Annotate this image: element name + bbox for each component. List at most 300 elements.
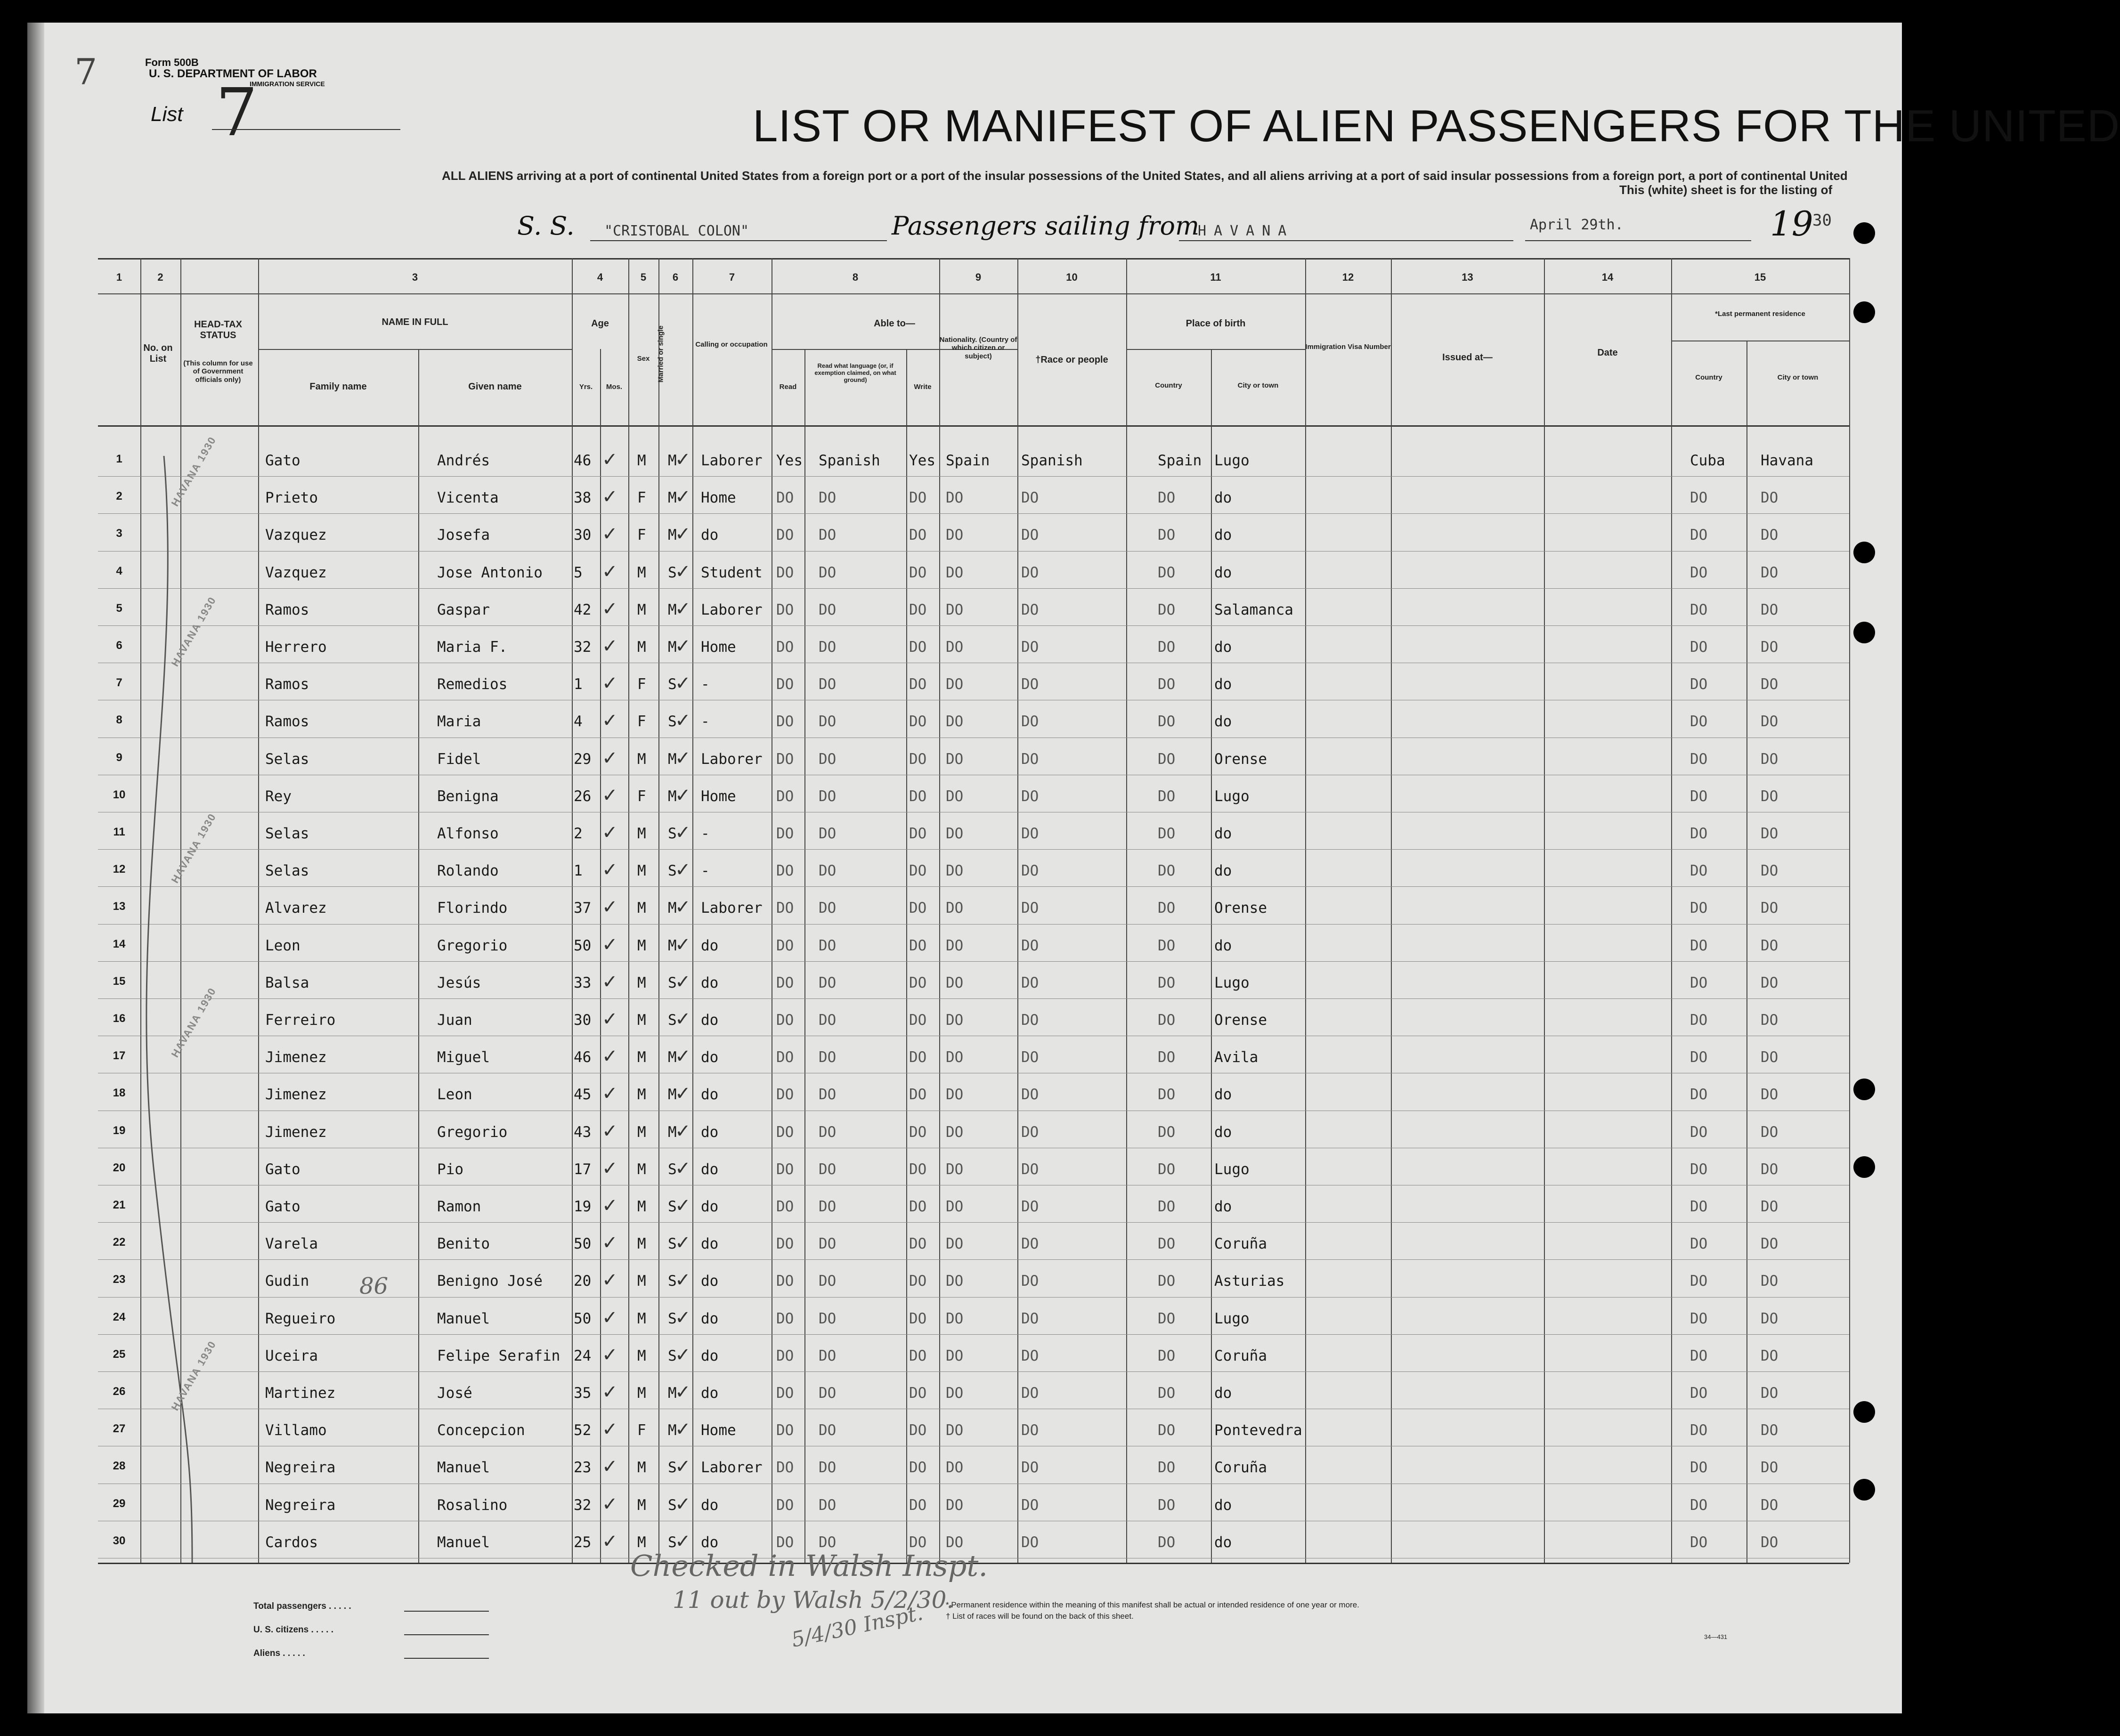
cell-rt: DO [1761, 825, 1779, 842]
column-rule [1746, 341, 1747, 1563]
cell-lang: DO [819, 1273, 837, 1290]
cell-given: Vicenta [437, 489, 499, 507]
cell-sex: M [637, 1198, 646, 1215]
cell-rc: DO [1690, 1198, 1708, 1215]
column-rule [1391, 258, 1392, 1563]
check-mark: ✓ [675, 710, 691, 732]
cell-read: DO [776, 1533, 794, 1551]
cell-race: Spanish [1021, 452, 1083, 469]
cell-n: 9 [116, 751, 122, 764]
check-mark: ✓ [675, 1157, 691, 1179]
cell-given: Juan [437, 1012, 472, 1029]
cell-n: 1 [116, 453, 122, 465]
hdr-read: Read [779, 383, 797, 391]
cell-given: Alfonso [437, 825, 499, 842]
cell-ms: M [668, 1123, 677, 1141]
check-mark: ✓ [602, 486, 618, 508]
column-rule [180, 258, 181, 1563]
cell-ms: S [668, 1533, 677, 1551]
manifest-page [27, 23, 2120, 1713]
cell-bc: DO [1158, 1012, 1176, 1029]
cell-rc: DO [1690, 1086, 1708, 1103]
cell-bc: Spain [1158, 452, 1202, 469]
cell-rc: DO [1690, 1273, 1708, 1290]
cell-nat: DO [946, 1385, 964, 1402]
cell-given: Fidel [437, 750, 481, 768]
cell-given: Gregorio [437, 1123, 508, 1141]
cell-bc: DO [1158, 1086, 1176, 1103]
cell-read: DO [776, 1459, 794, 1476]
cell-age: 25 [574, 1533, 592, 1551]
cell-nat: DO [946, 974, 964, 991]
column-number: 3 [412, 271, 418, 283]
cell-occ: - [701, 676, 710, 693]
cell-rt: DO [1761, 1310, 1779, 1327]
cell-n: 19 [113, 1124, 126, 1137]
list-label: List [151, 103, 183, 126]
binder-hole [1853, 622, 1875, 643]
check-mark: ✓ [602, 971, 618, 993]
cell-read: DO [776, 862, 794, 880]
cell-ms: M [668, 639, 677, 656]
cell-n: 5 [116, 601, 122, 615]
cell-read: DO [776, 1347, 794, 1364]
cell-race: DO [1021, 1459, 1039, 1476]
column-rule [1544, 258, 1545, 1563]
cell-bt: do [1214, 564, 1232, 581]
cell-nat: DO [946, 713, 964, 730]
column-number: 2 [157, 271, 163, 283]
cell-n: 7 [116, 676, 122, 690]
cell-fam: Cardos [265, 1533, 318, 1551]
cell-nat: DO [946, 825, 964, 842]
column-rule [258, 258, 259, 1563]
cell-given: Benito [437, 1235, 490, 1253]
cell-ms: S [668, 825, 677, 842]
sailing-date: April 29th. [1530, 217, 1624, 233]
column-number: 9 [975, 271, 982, 283]
cell-race: DO [1021, 1310, 1039, 1327]
cell-bc: DO [1158, 1235, 1176, 1253]
cell-bc: DO [1158, 489, 1176, 507]
cell-write: DO [909, 937, 927, 954]
cell-sex: M [637, 1273, 646, 1290]
cell-rt: DO [1761, 787, 1779, 805]
cell-occ: Laborer [701, 1459, 763, 1476]
column-rule [1671, 258, 1672, 1563]
cell-write: DO [909, 489, 927, 507]
cell-bc: DO [1158, 713, 1176, 730]
cell-nat: DO [946, 1049, 964, 1066]
cell-write: DO [909, 1273, 927, 1290]
cell-occ: do [701, 1012, 719, 1029]
cell-write: DO [909, 787, 927, 805]
cell-n: 14 [113, 937, 126, 950]
cell-bt: Coruña [1214, 1459, 1267, 1476]
cell-bc: DO [1158, 974, 1176, 991]
cell-write: DO [909, 1012, 927, 1029]
cell-read: DO [776, 527, 794, 544]
head-tax-stamp: HAVANA 1930 [169, 434, 219, 509]
cell-rc: DO [1690, 900, 1708, 917]
check-mark: ✓ [675, 1195, 691, 1217]
cell-bc: DO [1158, 1160, 1176, 1178]
binder-hole [1853, 542, 1875, 563]
hdr-married: Married or single [657, 325, 665, 383]
cell-read: DO [776, 974, 794, 991]
cell-n: 24 [113, 1310, 126, 1323]
column-rule [804, 349, 805, 1563]
cell-ms: M [668, 601, 677, 618]
form-code: 34—431 [1704, 1633, 1728, 1640]
cell-occ: Home [701, 787, 736, 805]
cell-n: 29 [113, 1497, 126, 1510]
cell-n: 10 [113, 788, 126, 801]
cell-ms: M [668, 787, 677, 805]
ship-name: "CRISTOBAL COLON" [604, 223, 749, 239]
cell-bt: Avila [1214, 1049, 1259, 1066]
cell-nat: DO [946, 489, 964, 507]
form-number: Form 500B [145, 57, 199, 68]
column-rule [939, 258, 940, 1563]
cell-rc: DO [1690, 601, 1708, 618]
cell-rt: DO [1761, 1086, 1779, 1103]
cell-age: 30 [574, 1012, 592, 1029]
cell-occ: do [701, 1235, 719, 1253]
aliens-line [404, 1658, 489, 1659]
cell-age: 46 [574, 1049, 592, 1066]
cell-fam: Selas [265, 750, 309, 768]
cell-fam: Jimenez [265, 1086, 327, 1103]
cell-sex: M [637, 825, 646, 842]
check-mark: ✓ [675, 747, 691, 769]
cell-rt: DO [1761, 937, 1779, 954]
check-mark: ✓ [675, 1046, 691, 1068]
cell-race: DO [1021, 601, 1039, 618]
cell-race: DO [1021, 1049, 1039, 1066]
cell-lang: DO [819, 974, 837, 991]
cell-ms: M [668, 750, 677, 768]
cell-n: 21 [113, 1199, 126, 1211]
cell-sex: M [637, 1086, 646, 1103]
cell-rt: Havana [1761, 452, 1813, 469]
cell-fam: Alvarez [265, 900, 327, 917]
cell-fam: Negreira [265, 1459, 336, 1476]
cell-sex: F [637, 713, 646, 730]
check-mark: ✓ [602, 822, 618, 844]
column-number: 12 [1342, 271, 1354, 283]
cell-lang: DO [819, 1160, 837, 1178]
cell-rc: DO [1690, 1310, 1708, 1327]
hdr-age-mos: Mos. [606, 383, 623, 391]
cell-rt: DO [1761, 1123, 1779, 1141]
cell-rt: DO [1761, 601, 1779, 618]
hdr-place-of-birth: Place of birth [1186, 318, 1246, 329]
cell-fam: Selas [265, 862, 309, 880]
cell-n: 13 [113, 900, 126, 913]
cell-bt: Coruña [1214, 1235, 1267, 1253]
cell-read: DO [776, 713, 794, 730]
cell-fam: Prieto [265, 489, 318, 507]
check-mark: ✓ [602, 523, 618, 545]
cell-ms: M [668, 452, 677, 469]
cell-lang: DO [819, 1347, 837, 1364]
colnum-rule [98, 293, 1849, 294]
cell-given: Miguel [437, 1049, 490, 1066]
check-mark: ✓ [602, 1046, 618, 1068]
hdr-age-yrs: Yrs. [579, 383, 593, 391]
hdr-family-name: Family name [309, 381, 367, 392]
cell-n: 11 [113, 826, 125, 838]
row-rule [98, 625, 1849, 626]
cell-rc: DO [1690, 1385, 1708, 1402]
cell-sex: F [637, 676, 646, 693]
cell-write: DO [909, 900, 927, 917]
cell-write: DO [909, 639, 927, 656]
check-mark: ✓ [602, 1344, 618, 1366]
cell-rt: DO [1761, 1347, 1779, 1364]
cell-nat: DO [946, 1347, 964, 1364]
cell-write: DO [909, 1310, 927, 1327]
binder-hole [1853, 1401, 1875, 1423]
cell-given: Ramon [437, 1198, 481, 1215]
column-rule [140, 258, 141, 1563]
hdr-name-in-full: NAME IN FULL [382, 317, 448, 327]
cell-given: Felipe Serafin [437, 1347, 560, 1364]
cell-fam: Gato [265, 452, 301, 469]
cell-fam: Ramos [265, 676, 309, 693]
cell-race: DO [1021, 1496, 1039, 1514]
cell-bt: Lugo [1214, 1160, 1250, 1178]
cell-ms: S [668, 1012, 677, 1029]
cell-read: DO [776, 639, 794, 656]
cell-rt: DO [1761, 713, 1779, 730]
cell-occ: do [701, 974, 719, 991]
cell-bc: DO [1158, 1347, 1176, 1364]
cell-nat: DO [946, 1086, 964, 1103]
hdr-nationality: Nationality. (Country of which citizen or subject) [939, 336, 1017, 360]
cell-read: DO [776, 676, 794, 693]
cell-read: DO [776, 1086, 794, 1103]
cell-rc: DO [1690, 750, 1708, 768]
cell-bc: DO [1158, 1385, 1176, 1402]
column-number: 13 [1462, 271, 1473, 283]
column-number: 10 [1066, 271, 1078, 283]
cell-ms: M [668, 1385, 677, 1402]
hdr-res-country: Country [1695, 373, 1722, 381]
check-mark: ✓ [675, 1269, 691, 1291]
cell-given: José [437, 1385, 472, 1402]
cell-sex: M [637, 1347, 646, 1364]
subtitle-sheet: This (white) sheet is for the listing of [1619, 183, 1833, 197]
cell-occ: do [701, 1123, 719, 1141]
check-mark: ✓ [675, 1008, 691, 1030]
ship-underline [590, 240, 887, 241]
check-mark: ✓ [675, 1493, 691, 1515]
cell-given: Rolando [437, 862, 499, 880]
cell-ms: S [668, 1273, 677, 1290]
cell-lang: DO [819, 1459, 837, 1476]
cell-fam: Uceira [265, 1347, 318, 1364]
cell-bt: do [1214, 1198, 1232, 1215]
cell-occ: - [701, 825, 710, 842]
check-mark: ✓ [602, 635, 618, 657]
row-rule [98, 1371, 1849, 1372]
column-rule [1126, 258, 1127, 1563]
column-rule [658, 258, 659, 1563]
date-annotation: 5/4/30 Inspt. [789, 1601, 925, 1652]
cell-bc: DO [1158, 937, 1176, 954]
cell-given: Pio [437, 1160, 463, 1178]
footer-citizens: U. S. citizens . . . . . [253, 1625, 333, 1635]
check-mark: ✓ [602, 598, 618, 620]
cell-ms: M [668, 900, 677, 917]
column-number: 14 [1601, 271, 1614, 283]
date-underline [1525, 240, 1751, 241]
cell-race: DO [1021, 1086, 1039, 1103]
cell-occ: do [701, 1198, 719, 1215]
cell-read: DO [776, 1273, 794, 1290]
row-rule [98, 924, 1849, 925]
cell-ms: M [668, 937, 677, 954]
binder-hole [1853, 1079, 1875, 1100]
cell-race: DO [1021, 1422, 1039, 1439]
cell-nat: DO [946, 1160, 964, 1178]
cell-ms: S [668, 713, 677, 730]
cell-bc: DO [1158, 1459, 1176, 1476]
cell-fam: Vazquez [265, 527, 327, 544]
row-rule [98, 513, 1849, 514]
cell-occ: Laborer [701, 601, 763, 618]
cell-nat: DO [946, 900, 964, 917]
cell-age: 1 [574, 676, 583, 693]
check-mark: ✓ [602, 896, 618, 918]
cell-bt: do [1214, 825, 1232, 842]
cell-bc: DO [1158, 639, 1176, 656]
check-mark: ✓ [675, 896, 691, 918]
cell-rt: DO [1761, 1235, 1779, 1253]
cell-bt: Lugo [1214, 452, 1250, 469]
cell-fam: Gato [265, 1198, 301, 1215]
cell-rt: DO [1761, 564, 1779, 581]
cell-race: DO [1021, 1012, 1039, 1029]
column-number: 8 [852, 271, 859, 283]
cell-ms: M [668, 489, 677, 507]
cell-race: DO [1021, 974, 1039, 991]
cell-age: 20 [574, 1273, 592, 1290]
cell-n: 20 [113, 1161, 126, 1174]
binding-spine [27, 23, 44, 1713]
cell-rc: DO [1690, 937, 1708, 954]
cell-occ: do [701, 1273, 719, 1290]
check-mark: ✓ [602, 1157, 618, 1179]
cell-write: DO [909, 1496, 927, 1514]
cell-ms: S [668, 1198, 677, 1215]
year-suffix: 30 [1812, 211, 1832, 230]
check-mark: ✓ [675, 1381, 691, 1403]
cell-write: DO [909, 564, 927, 581]
check-mark: ✓ [602, 1419, 618, 1441]
cell-bc: DO [1158, 1310, 1176, 1327]
check-mark: ✓ [675, 822, 691, 844]
cell-sex: M [637, 601, 646, 618]
cell-occ: Home [701, 1422, 736, 1439]
hdr-issued-at: Issued at— [1442, 352, 1493, 363]
cell-n: 23 [113, 1273, 126, 1286]
cell-ms: S [668, 676, 677, 693]
footnote-residence: * Permanent residence within the meaning of this manifest shall be actual or intended residence of one year or more. [946, 1600, 1359, 1609]
cell-fam: Rey [265, 787, 292, 805]
cell-write: DO [909, 1123, 927, 1141]
cell-rt: DO [1761, 489, 1779, 507]
cell-lang: DO [819, 1086, 837, 1103]
cell-bt: do [1214, 1123, 1232, 1141]
cell-ms: M [668, 1086, 677, 1103]
cell-sex: F [637, 527, 646, 544]
birth-subrule [1126, 349, 1305, 350]
cell-bt: do [1214, 713, 1232, 730]
cell-bc: DO [1158, 1273, 1176, 1290]
row-rule [98, 476, 1849, 477]
check-mark: ✓ [675, 933, 691, 956]
cell-rc: DO [1690, 1160, 1708, 1178]
cell-nat: DO [946, 862, 964, 880]
cell-ms: S [668, 1160, 677, 1178]
footnote-races: † List of races will be found on the back of this sheet. [946, 1612, 1134, 1621]
list-underline [212, 129, 400, 130]
cell-bc: DO [1158, 1496, 1176, 1514]
cell-rt: DO [1761, 974, 1779, 991]
cell-given: Maria F. [437, 639, 508, 656]
cell-rc: DO [1690, 527, 1708, 544]
checked-annotation: Checked in Walsh Inspt. [630, 1549, 988, 1583]
cell-age: 45 [574, 1086, 592, 1103]
check-mark: ✓ [675, 1306, 691, 1329]
cell-fam: Selas [265, 825, 309, 842]
cell-ms: S [668, 974, 677, 991]
cell-occ: Laborer [701, 750, 763, 768]
cell-lang: DO [819, 750, 837, 768]
name-subrule [258, 349, 572, 350]
cell-ms: S [668, 1459, 677, 1476]
cell-race: DO [1021, 750, 1039, 768]
hdr-visa-number: Immigration Visa Number [1305, 343, 1391, 351]
check-mark: ✓ [602, 933, 618, 956]
cell-nat: DO [946, 564, 964, 581]
cell-occ: do [701, 1496, 719, 1514]
total-line [404, 1611, 489, 1612]
cell-given: Concepcion [437, 1422, 525, 1439]
cell-bt: Orense [1214, 750, 1267, 768]
cell-write: DO [909, 1459, 927, 1476]
cell-occ: do [701, 1049, 719, 1066]
cell-ms: S [668, 564, 677, 581]
cell-bt: Coruña [1214, 1347, 1267, 1364]
cell-race: DO [1021, 1347, 1039, 1364]
column-rule [628, 258, 629, 1563]
cell-lang: DO [819, 1496, 837, 1514]
check-mark: ✓ [602, 710, 618, 732]
cell-ms: S [668, 1347, 677, 1364]
column-number: 15 [1754, 271, 1766, 283]
cell-fam: Varela [265, 1235, 318, 1253]
cell-nat: DO [946, 639, 964, 656]
cell-rc: DO [1690, 1049, 1708, 1066]
cell-given: Maria [437, 713, 481, 730]
cell-write: DO [909, 862, 927, 880]
cell-age: 23 [574, 1459, 592, 1476]
cell-bt: Pontevedra [1214, 1422, 1302, 1439]
